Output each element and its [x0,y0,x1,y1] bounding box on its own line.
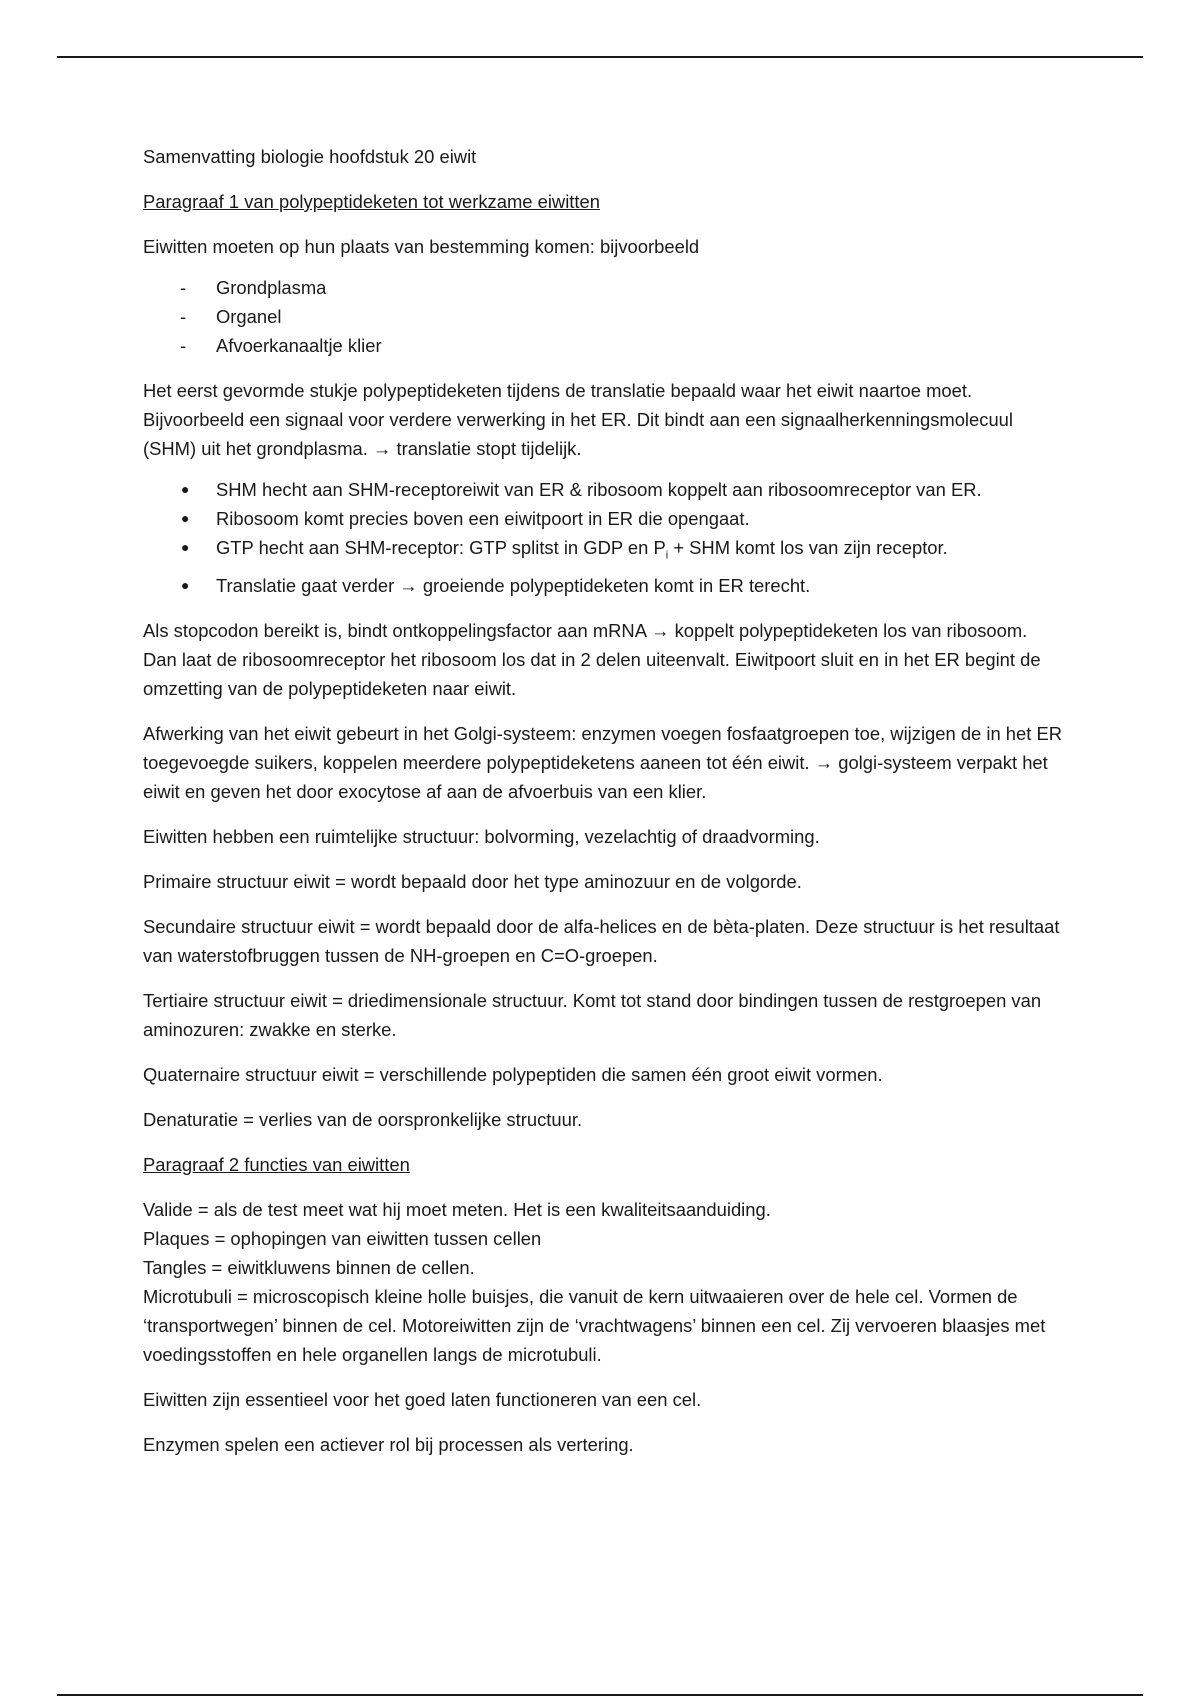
quaternary-structure-paragraph: Quaternaire structuur eiwit = verschillende polypeptiden die samen één groot eiwit vormen. [143,1063,883,1085]
page-top-rule [57,56,1143,58]
spatial-structure-paragraph: Eiwitten hebben een ruimtelijke structuur: bolvorming, vezelachtig of draadvorming. [143,825,820,847]
signal-paragraph: Het eerst gevormde stukje polypeptideketen tijdens de translatie bepaald waar het eiwit naartoe moet. Bijvoorbeeld een signaal voor verdere verwerking in het ER. Dit bindt aan een signaalherkenningsmolecuul (SHM) uit het grondplasma. → translatie stopt tijdelijk. [143,380,1013,459]
list-item: ● SHM hecht aan SHM-receptoreiwit van ER & ribosoom koppelt aan ribosoomreceptor van ER. [143,475,1063,504]
tertiary-structure-paragraph: Tertiaire structuur eiwit = driedimensionale structuur. Komt tot stand door bindingen tussen de restgroepen van aminozuren: zwakke en sterke. [143,989,1042,1040]
definition-tangles: Tangles = eiwitkluwens binnen de cellen. [143,1256,475,1278]
definition-valide: Valide = als de test meet wat hij moet meten. Het is een kwaliteitsaanduiding. [143,1198,771,1220]
definition-plaques: Plaques = ophopingen van eiwitten tussen cellen [143,1227,542,1249]
secondary-structure-paragraph: Secundaire structuur eiwit = wordt bepaald door de alfa-helices en de bèta-platen. Deze structuur is het resultaat van waterstofbruggen tussen de NH-groepen en C=O-groepen. [143,915,1060,966]
list-item: - Grondplasma [143,273,1063,302]
bullet-marker: ● [181,481,190,497]
list-item: - Organel [143,302,1063,331]
translation-steps-list [143,475,1063,600]
page-bottom-rule [57,1694,1143,1696]
essential-paragraph: Eiwitten zijn essentieel voor het goed laten functioneren van een cel. [143,1388,702,1410]
definition-microtubuli: Microtubuli = microscopisch kleine holle buisjes, die vanuit de kern uitwaaieren over de hele cel. Vormen de ‘transportwegen’ binnen de cel. Motoreiwitten zijn de ‘vrachtwagens’ binnen een cel. Zij vervoeren blaasjes met voedingsstoffen en hele organellen langs de microtubuli. [143,1285,1046,1365]
bullet-marker: ● [181,510,190,526]
denaturation-paragraph: Denaturatie = verlies van de oorspronkelijke structuur. [143,1108,583,1130]
list-item: ● GTP hecht aan SHM-receptor: GTP splitst in GDP en $P_i$ + SHM komt los van zijn receptor. [143,533,1063,571]
enzymes-paragraph: Enzymen spelen een actiever rol bij processen als vertering. [143,1433,634,1455]
document-title: Samenvatting biologie hoofdstuk 20 eiwit [143,146,477,167]
golgi-paragraph: Afwerking van het eiwit gebeurt in het Golgi-systeem: enzymen voegen fosfaatgroepen toe, wijzigen de in het ER toegevoegde suikers, koppelen meerdere polypeptideketens aaneen tot één eiwit. → golgi-systeem verpakt het eiwit en geven het door exocytose af aan de afvoerbuis van een klier. [143,722,1063,802]
intro-paragraph: Eiwitten moeten op hun plaats van bestemming komen: bijvoorbeeld [143,236,700,257]
destination-list [143,273,1063,360]
dash-marker: - [180,306,187,327]
section-1-heading: Paragraaf 1 van polypeptideketen tot werkzame eiwitten [143,191,600,212]
document-body [143,142,1063,1475]
list-item: ● Translatie gaat verder → groeiende polypeptideketen komt in ER terecht. [143,571,1063,600]
bullet-marker: ● [181,539,190,555]
dash-marker: - [180,335,187,356]
section-2-heading: Paragraaf 2 functies van eiwitten [143,1153,410,1175]
bullet-marker: ● [181,576,190,593]
list-item: ● Ribosoom komt precies boven een eiwitpoort in ER die opengaat. [143,504,1063,533]
primary-structure-paragraph: Primaire structuur eiwit = wordt bepaald door het type aminozuur en de volgorde. [143,870,802,892]
list-item: - Afvoerkanaaltje klier [143,331,1063,360]
stopcodon-paragraph: Als stopcodon bereikt is, bindt ontkoppelingsfactor aan mRNA → koppelt polypeptideketen los van ribosoom. Dan laat de ribosoomreceptor het ribosoom los dat in 2 delen uiteenvalt. Eiwitpoort sluit en in het ER begint de omzetting van de polypeptideketen naar eiwit. [143,619,1041,699]
dash-marker: - [180,277,187,298]
